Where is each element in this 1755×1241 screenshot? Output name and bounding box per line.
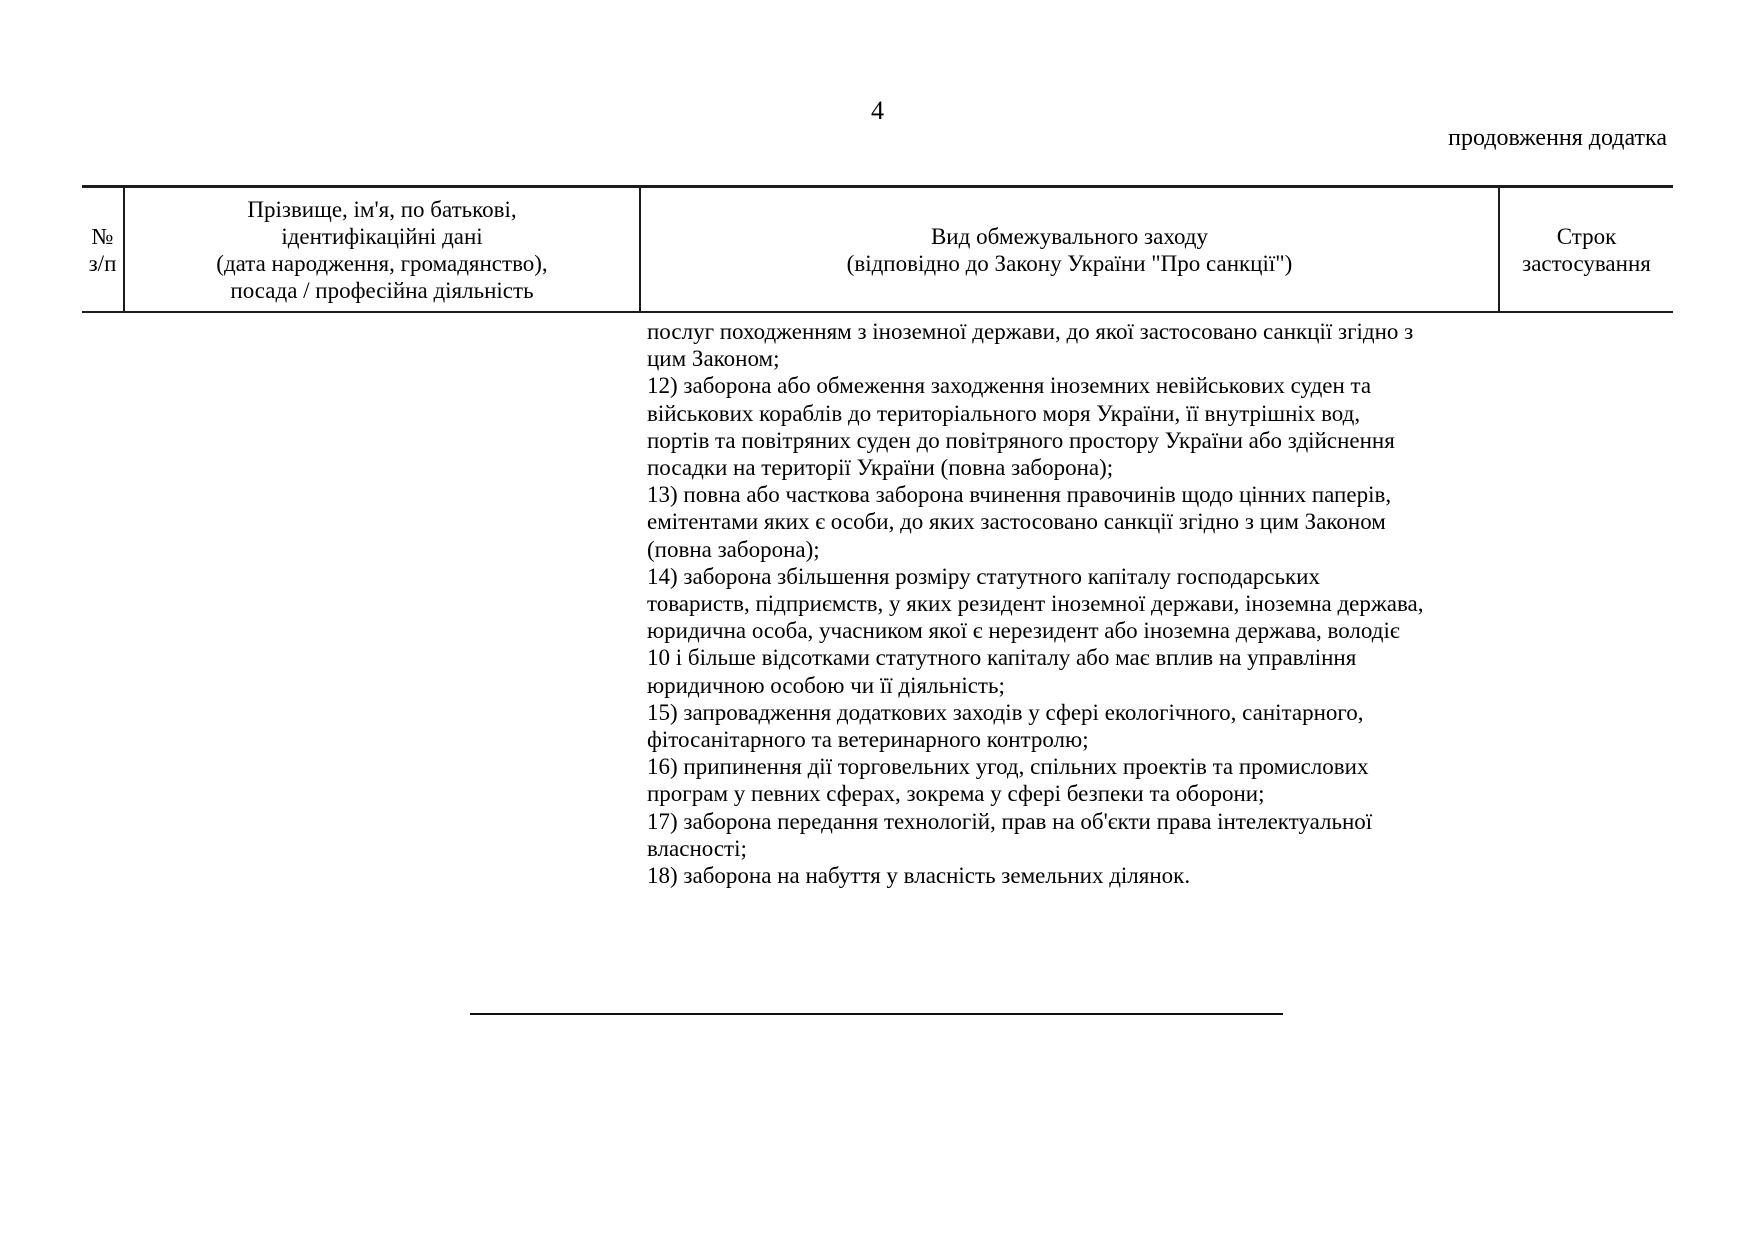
- restrictive-measures-text: послуг походженням з іноземної держави, до якої застосовано санкції згідно з цим Законом; 12) заборона або обмеження заходження іноземних невійськових суден та військових кораблів до територіального моря України, її внутрішніх вод, портів та повітряних суден до повітряного простору України або здійснення посадки на території України (повна заборона); 13) повна або часткова заборона вчинення правочинів щодо цінних паперів, емітентами яких є особи, до яких застосовано санкції згідно з цим Законом (повна заборона); 14) заборона збільшення розміру статутного капіталу господарських товариств, підприємств, у яких резидент іноземної держави, іноземна держава, юридична особа, учасником якої є нерезидент або іноземна держава, володіє 10 і більше відсотками статутного капіталу або має вплив на управління юридичною особою чи її діяльність; 15) запровадження додаткових заходів у сфері екологічного, санітарного, фітосанітарного та ветеринарного контролю; 16) припинення дії торговельних угод, спільних проектів та промислових програм у певних сферах, зокрема у сфері безпеки та оборони; 17) заборона передання технологій, прав на об'єкти права інтелектуальної власності; 18) заборона на набуття у власність земельних ділянок.: [647, 319, 1424, 889]
- header-cell-term: Строк застосування: [1522, 223, 1651, 276]
- header-cell-number: № з/п: [82, 188, 125, 311]
- footer-separator-line: [470, 1013, 1283, 1015]
- sanctions-table-header: [82, 185, 1673, 313]
- header-cell-measure: Вид обмежувального заходу (відповідно до Закону України "Про санкції"): [641, 188, 1500, 311]
- header-cell-person: Прізвище, ім'я, по батькові, ідентифікаційні дані (дата народження, громадянство), посада / професійна діяльність: [125, 188, 641, 311]
- page-number: 4: [871, 96, 884, 125]
- continuation-note: продовження додатка: [1448, 125, 1667, 151]
